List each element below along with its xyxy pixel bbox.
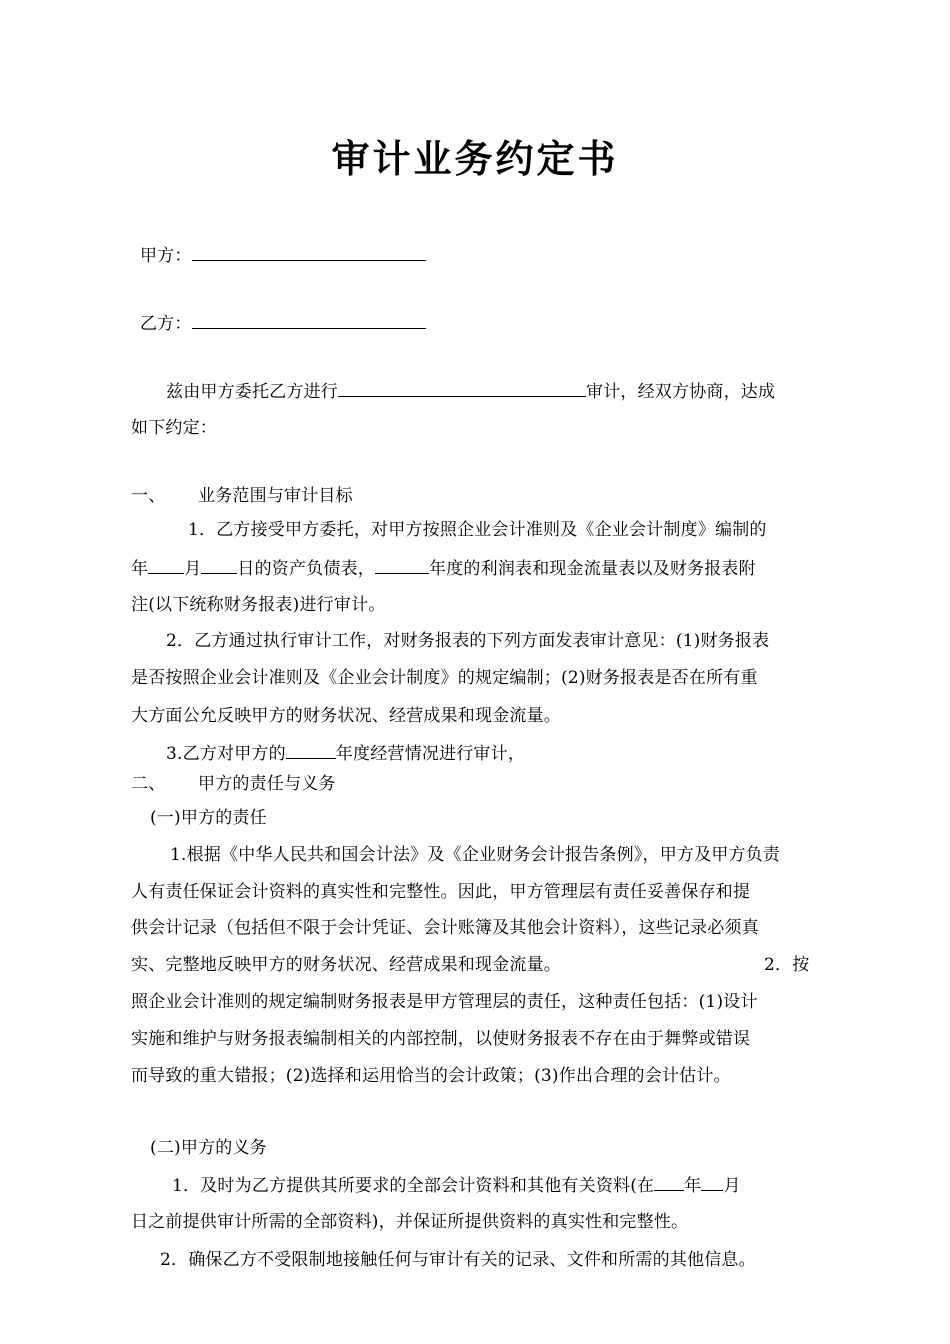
s1-p2-line-1: 2．乙方通过执行审计工作，对财务报表的下列方面发表审计意见：(1)财务报表 bbox=[166, 631, 770, 651]
s1-p2-line-3: 大方面公允反映甲方的财务状况、经营成果和现金流量。 bbox=[131, 706, 561, 726]
intro-line-1 bbox=[166, 378, 775, 404]
section-2-title: 甲方的责任与义务 bbox=[198, 774, 336, 794]
day-blank[interactable] bbox=[201, 555, 237, 574]
intro-text-1a: 兹由甲方委托乙方进行 bbox=[166, 382, 338, 402]
s2-p1-line-4: 实、完整地反映甲方的财务状况、经营成果和现金流量。 bbox=[131, 955, 561, 975]
audit-subject-blank[interactable] bbox=[338, 378, 586, 397]
party-b-blank[interactable] bbox=[192, 310, 426, 329]
s3-p1-text-year: 年 bbox=[684, 1176, 702, 1196]
s2-p1-line-1: 1.根据《中华人民共和国会计法》及《企业财务会计报告条例》，甲方及甲方负责 bbox=[170, 845, 781, 865]
s1-p3-text-a: 3.乙方对甲方的 bbox=[166, 744, 286, 764]
fiscal-year-blank[interactable] bbox=[375, 555, 429, 574]
party-b-label: 乙方： bbox=[140, 314, 192, 334]
s2-p2-line-3: 而导致的重大错报；(2)选择和运用恰当的会计政策；(3)作出合理的会计估计。 bbox=[131, 1066, 731, 1086]
intro-line-2: 如下约定： bbox=[131, 418, 217, 438]
party-b-line bbox=[140, 310, 426, 336]
s1-p1-text-day: 日的资产负债表， bbox=[237, 559, 376, 579]
s2-p1-line-2: 人有责任保证会计资料的真实性和完整性。因此，甲方管理层有责任妥善保存和提 bbox=[131, 882, 751, 902]
s3-p1-text-a: 1．及时为乙方提供其所要求的全部会计资料和其他有关资料(在 bbox=[172, 1176, 655, 1196]
s2-p2-line-2: 实施和维护与财务报表编制相关的内部控制，以使财务报表不存在由于舞弊或错误 bbox=[131, 1029, 751, 1049]
s3-p1-line-2: 日之前提供审计所需的全部资料)，并保证所提供资料的真实性和完整性。 bbox=[131, 1212, 689, 1232]
party-a-line bbox=[140, 242, 426, 268]
s1-p1-text-year: 年 bbox=[131, 559, 149, 579]
party-a-label: 甲方： bbox=[140, 246, 192, 266]
s3-p1-text-month: 月 bbox=[723, 1176, 741, 1196]
s1-p1-line-1: 1．乙方接受甲方委托，对甲方按照企业会计准则及《企业会计制度》编制的 bbox=[188, 520, 767, 540]
section-1-number: 一、 bbox=[131, 486, 166, 506]
deadline-year-blank[interactable] bbox=[654, 1172, 684, 1191]
s1-p1-line-3: 注(以下统称财务报表)进行审计。 bbox=[131, 595, 386, 615]
month-blank[interactable] bbox=[148, 555, 184, 574]
s2-p2-line-1: 照企业会计准则的规定编制财务报表是甲方管理层的责任，这种责任包括：(1)设计 bbox=[131, 992, 758, 1012]
party-a-blank[interactable] bbox=[192, 242, 426, 261]
section-1-title: 业务范围与审计目标 bbox=[198, 486, 353, 506]
intro-text-1b: 审计，经双方协商，达成 bbox=[586, 382, 776, 402]
subsection-1-title: (一)甲方的责任 bbox=[150, 808, 267, 828]
s2-p2-start: 2．按 bbox=[764, 955, 810, 975]
s2-p1-line-3: 供会计记录（包括但不限于会计凭证、会计账簿及其他会计资料），这些记录必须真 bbox=[131, 918, 759, 938]
operation-year-blank[interactable] bbox=[286, 740, 336, 759]
section-2-number: 二、 bbox=[131, 774, 166, 794]
subsection-2-title: (二)甲方的义务 bbox=[150, 1138, 267, 1158]
s1-p3-text-b: 年度经营情况进行审计， bbox=[335, 744, 526, 764]
document-title: 审计业务约定书 bbox=[331, 136, 619, 181]
deadline-month-blank[interactable] bbox=[701, 1172, 723, 1191]
s1-p1-text-rest: 年度的利润表和现金流量表以及财务报表附 bbox=[429, 559, 756, 579]
s3-p1-line-1 bbox=[172, 1172, 741, 1198]
s1-p1-text-month: 月 bbox=[184, 559, 202, 579]
s1-p2-line-2: 是否按照企业会计准则及《企业会计制度》的规定编制；(2)财务报表是否在所有重 bbox=[131, 668, 758, 688]
s1-p1-line-2 bbox=[131, 555, 756, 581]
s3-p2-line: 2．确保乙方不受限制地接触任何与审计有关的记录、文件和所需的其他信息。 bbox=[160, 1250, 756, 1270]
s1-p3-line bbox=[166, 740, 525, 766]
